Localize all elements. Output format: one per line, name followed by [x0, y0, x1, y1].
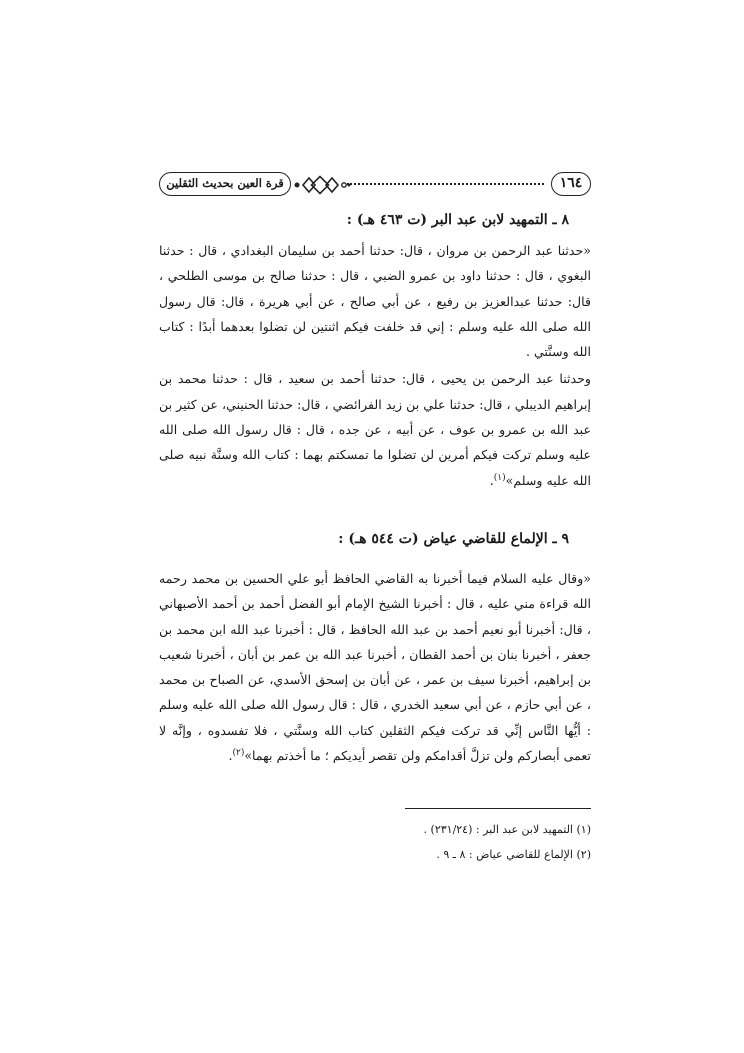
- section-heading: ٩ ـ الإلماع للقاضي عياض (ت ٥٤٤ هـ) :: [338, 531, 569, 547]
- book-title: قرة العين بحديث الثقلين: [159, 172, 291, 196]
- paragraph-end: .: [489, 472, 494, 488]
- paragraph: «حدثنا عبد الرحمن بن مروان ، قال: حدثنا أحمد بن سليمان البغدادي ، قال : حدثنا البغوي ، قال : حدثنا داود بن عمرو الضبي ، قال : حدثنا صالح بن موسى الطلحي ، قال: حدثنا عبدالعزيز بن رفيع ، عن أبي صالح ، عن أبي هريرة ، قال: قال رسول الله صلى الله عليه وسلم : إني قد خلفت فيكم اثنتين لن تضلوا بعدهما أبدًا : كتاب الله وسنَّتي .: [159, 243, 591, 360]
- footnote-1: (١) التمهيد لابن عبد البر : (٢٣١/٢٤) .: [423, 823, 591, 836]
- section-8-body: [159, 238, 591, 493]
- footnote-ref: (٢): [232, 747, 245, 758]
- dotted-divider: [347, 183, 544, 185]
- running-header: [159, 172, 591, 198]
- paragraph-end: .: [228, 748, 233, 764]
- footnote-2: (٢) الإلماع للقاضي عياض : ٨ ـ ٩ .: [436, 848, 591, 861]
- section-9: [159, 527, 591, 551]
- section-8: [159, 208, 591, 232]
- paragraph: [159, 366, 591, 492]
- paragraph: [159, 566, 591, 768]
- paragraph-text: وحدثنا عبد الرحمن بن يحيى ، قال: حدثنا أحمد بن سعيد ، قال : حدثنا محمد بن إبراهيم الديبلي ، قال: حدثنا علي بن زيد الفرائضي ، قال: حدثنا الحنيني، عن كثير بن عبد الله بن عمرو بن عوف ، عن أبيه ، عن جده ، قال : قال رسول الله صلى الله عليه وسلم تركت فيكم أمرين لن تضلوا ما تمسكتم بهما : كتاب الله وسنَّة نبيه صلى الله عليه وسلم»: [159, 371, 591, 488]
- section-heading: ٨ ـ التمهيد لابن عبد البر (ت ٤٦٣ هـ) :: [346, 212, 569, 228]
- ornament-icon: [293, 175, 351, 195]
- paragraph-text: «وقال عليه السلام فيما أخبرنا به القاضي الحافظ أبو علي الحسين بن محمد رحمه الله قراءة مني عليه ، قال : أخبرنا الشيخ الإمام أبو الفضل أحمد بن أحمد الأصبهاني ، قال: أخبرنا أبو نعيم أحمد بن عبد الله الحافظ ، قال : أخبرنا عبد الله ابن محمد بن جعفر ، أخبرنا بنان بن أحمد القطان ، أخبرنا عبد الله بن عمر بن أبان ، أخبرنا شعيب بن إبراهيم، أخبرنا سيف بن عمر ، عن أبان بن إسحق الأسدي، عن الصباح بن محمد ، عن أبي حازم ، عن أبي سعيد الخدري ، قال : قال رسول الله صلى الله عليه وسلم : أيُّها النَّاس إنِّي قد تركت فيكم الثقلين كتاب الله وسنَّتي ، فلا تفسدوه ، وإنَّه لا تعمى أبصاركم ولن تزلَّ أقدامكم ولن تقصر أيديكم ؛ ما أخذتم بهما»: [159, 571, 591, 764]
- footnote-separator: [405, 808, 591, 809]
- section-9-body: [159, 566, 591, 768]
- footnote-ref: (١): [493, 472, 506, 483]
- page-number: ١٦٤: [551, 172, 591, 196]
